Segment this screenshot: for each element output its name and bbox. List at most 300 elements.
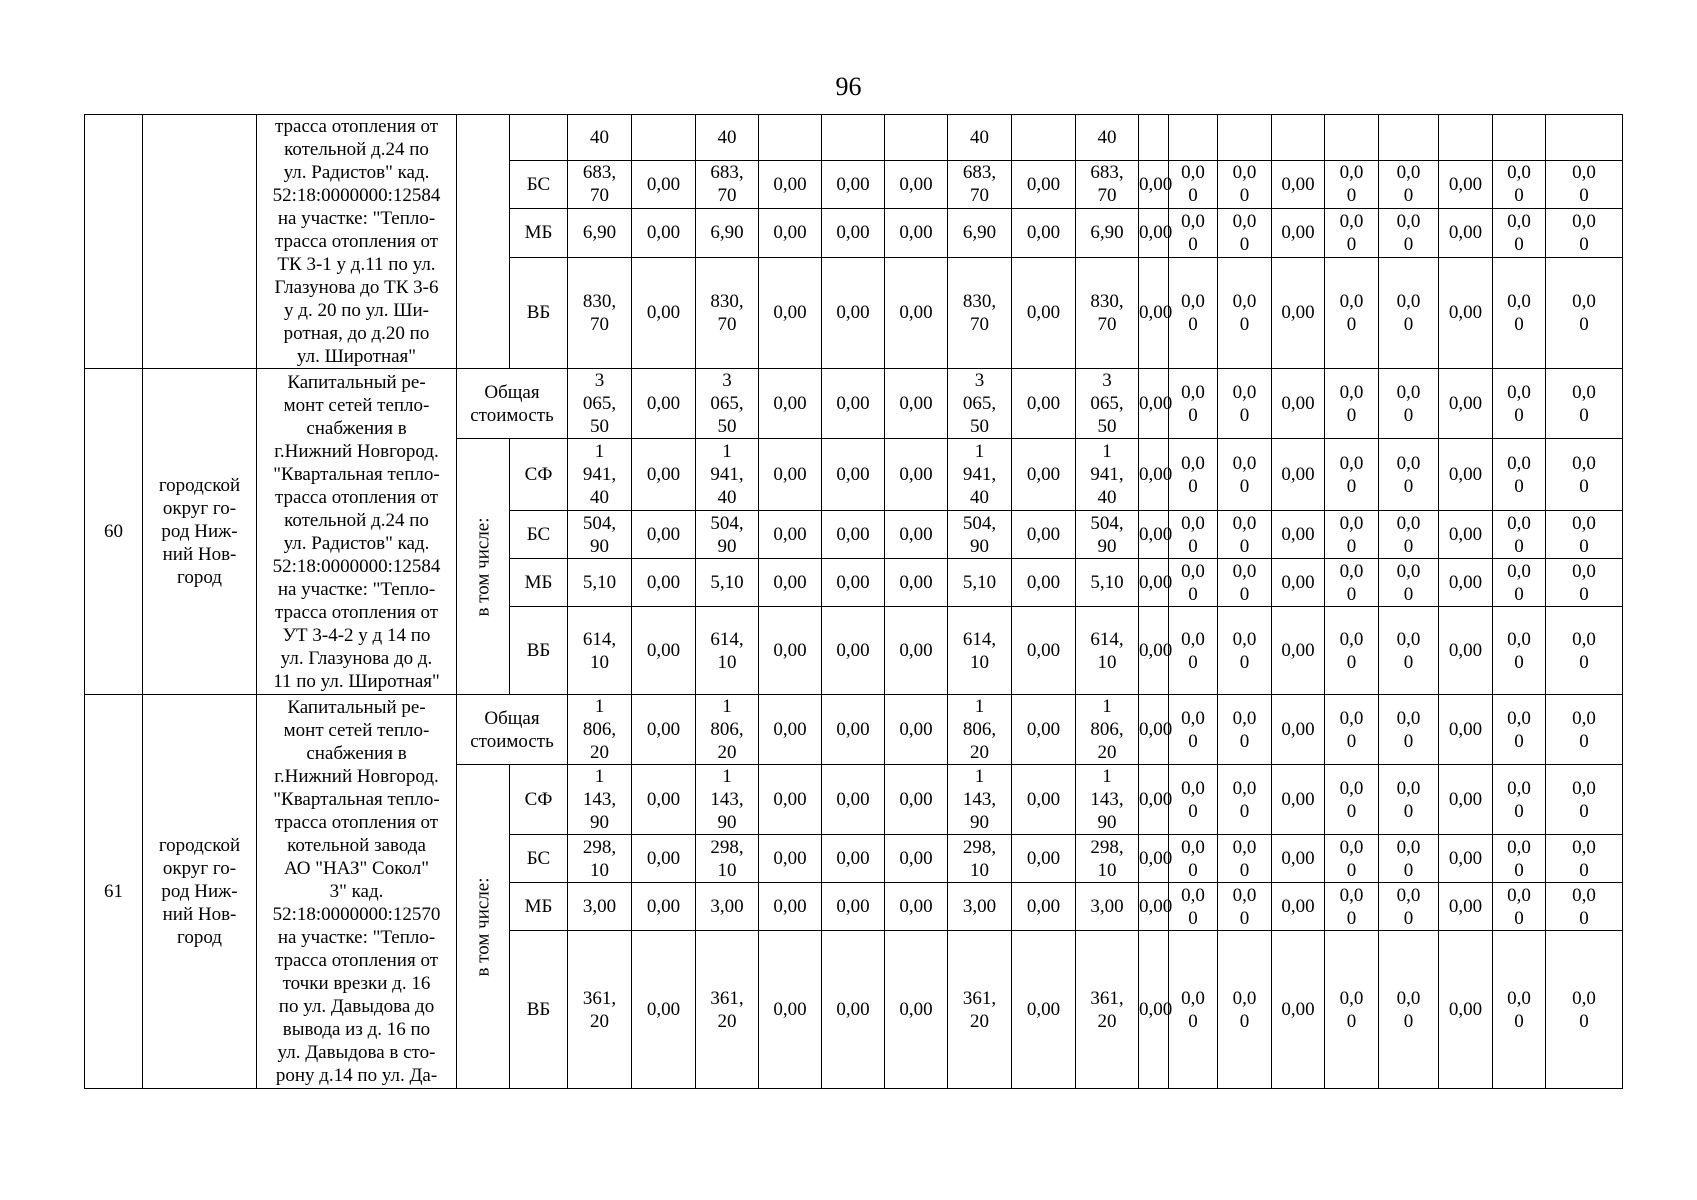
value-cell: 0,0 0 [1325,883,1379,931]
value-cell: 0,00 [1272,209,1325,258]
row-label: ВБ [510,931,568,1089]
value-cell: 5,10 [696,559,759,607]
value-cell: 40 [948,115,1012,161]
value-cell: 3,00 [1076,883,1139,931]
value-cell: 0,0 0 [1379,511,1439,559]
value-cell: 0,00 [1012,511,1076,559]
value-cell: 0,00 [1139,559,1169,607]
description-line: котельной д.24 по [284,139,429,160]
number-cell: 61 [85,695,143,1089]
value-cell [1139,115,1169,161]
sub-label-cell [457,765,510,1089]
value-cell: 0,00 [1012,257,1076,368]
value-cell: 0,0 0 [1218,607,1272,695]
value-cell: 0,00 [1439,209,1493,258]
description-line: "Квартальная тепло- [273,789,440,810]
description-line: ул. Широтная" [296,346,417,367]
value-cell: 0,0 0 [1169,765,1218,835]
description-line: трасса отопления от [274,812,438,833]
value-cell: 0,0 0 [1218,695,1272,765]
value-cell: 1 941, 40 [568,439,632,511]
value-cell: 0,00 [632,835,696,883]
value-cell: 0,00 [1012,209,1076,258]
sub-label-text: в том числе: [472,516,494,617]
value-cell: 0,0 0 [1493,835,1546,883]
value-cell: 614, 10 [948,607,1012,695]
value-cell: 0,00 [759,835,822,883]
value-cell: 0,0 0 [1325,439,1379,511]
value-cell: 0,0 0 [1493,160,1546,209]
value-cell: 683, 70 [696,160,759,209]
value-cell: 0,00 [1139,369,1169,439]
value-cell [1218,115,1272,161]
row-label: БС [510,511,568,559]
value-cell: 830, 70 [1076,257,1139,368]
value-cell: 40 [696,115,759,161]
value-cell: 0,0 0 [1218,369,1272,439]
value-cell: 0,00 [1139,607,1169,695]
description-line: точки врезки д. 16 [282,973,431,994]
description-line: монт сетей тепло- [283,720,430,741]
value-cell: 0,0 0 [1169,369,1218,439]
value-cell: 0,00 [1272,257,1325,368]
value-cell: 298, 10 [948,835,1012,883]
value-cell: 0,00 [632,607,696,695]
sub-label-cell [457,115,510,369]
value-cell: 683, 70 [568,160,632,209]
value-cell: 0,00 [1272,439,1325,511]
value-cell: 0,0 0 [1493,607,1546,695]
description-line: трасса отопления от [274,486,438,508]
value-cell [1325,115,1379,161]
value-cell: 0,00 [1439,607,1493,695]
value-cell: 1 806, 20 [948,695,1012,765]
value-cell: 0,00 [885,559,948,607]
row-label: БС [510,835,568,883]
description-line: Глазунова до ТК 3-6 [274,277,439,298]
value-cell: 0,0 0 [1493,559,1546,607]
total-label: Общая стоимость [457,369,568,439]
value-cell: 0,00 [632,695,696,765]
value-cell: 1 941, 40 [1076,439,1139,511]
value-cell: 3,00 [948,883,1012,931]
municipality-cell: городской округ го- род Ниж- ний Нов- город [143,369,257,695]
value-cell: 0,0 0 [1218,559,1272,607]
value-cell: 504, 90 [948,511,1012,559]
value-cell: 0,0 0 [1546,209,1623,258]
description-cell [257,115,457,369]
description-line: 52:18:0000000:12570 [272,904,441,925]
value-cell: 0,0 0 [1493,695,1546,765]
description-line: 52:18:0000000:12584 [272,555,441,577]
value-cell: 0,00 [632,931,696,1089]
value-cell: 0,00 [885,835,948,883]
value-cell: 0,0 0 [1325,607,1379,695]
value-cell: 0,0 0 [1218,439,1272,511]
value-cell: 0,0 0 [1325,835,1379,883]
description-line: трасса отопления от [274,950,438,971]
description-line: Капитальный ре- [287,697,426,718]
value-cell: 0,0 0 [1218,257,1272,368]
value-cell: 0,00 [1272,511,1325,559]
value-cell: 0,00 [1272,835,1325,883]
description-line: ТК 3-1 у д.11 по ул. [277,254,436,275]
value-cell: 0,00 [885,209,948,258]
value-cell: 0,00 [885,511,948,559]
value-cell: 0,0 0 [1493,931,1546,1089]
value-cell: 830, 70 [696,257,759,368]
value-cell [1012,115,1076,161]
value-cell: 0,0 0 [1546,559,1623,607]
value-cell: 3,00 [568,883,632,931]
value-cell: 504, 90 [568,511,632,559]
description-line: г.Нижний Новгород. [274,766,439,787]
value-cell: 0,00 [759,559,822,607]
value-cell: 0,00 [759,511,822,559]
value-cell: 0,00 [632,765,696,835]
value-cell: 0,0 0 [1546,883,1623,931]
value-cell: 0,00 [632,257,696,368]
value-cell: 0,0 0 [1218,835,1272,883]
sub-label-text: в том числе: [472,876,494,977]
value-cell: 0,0 0 [1379,883,1439,931]
value-cell [1546,115,1623,161]
description-line: на участке: "Тепло- [277,208,436,229]
value-cell: 0,00 [1439,835,1493,883]
value-cell: 5,10 [948,559,1012,607]
value-cell: 0,00 [1012,607,1076,695]
value-cell: 0,00 [632,439,696,511]
value-cell: 1 806, 20 [1076,695,1139,765]
value-cell: 0,00 [1272,559,1325,607]
value-cell: 0,0 0 [1546,160,1623,209]
value-cell: 0,00 [759,439,822,511]
value-cell: 0,00 [632,559,696,607]
row-label [510,115,568,161]
value-cell: 0,0 0 [1325,695,1379,765]
value-cell: 0,0 0 [1218,883,1272,931]
number-cell: 60 [85,369,143,695]
value-cell: 0,00 [1439,439,1493,511]
value-cell: 0,00 [822,695,885,765]
value-cell: 0,00 [1139,883,1169,931]
description-line: УТ 3-4-2 у д 14 по [282,624,431,646]
value-cell: 1 143, 90 [568,765,632,835]
description-line: у д. 20 по ул. Ши- [284,300,429,321]
value-cell: 0,0 0 [1218,160,1272,209]
description-line: снабжения в [306,417,407,439]
description-line: на участке: "Тепло- [277,578,436,600]
value-cell: 0,00 [759,369,822,439]
value-cell: 0,00 [822,559,885,607]
value-cell: 1 143, 90 [696,765,759,835]
value-cell: 614, 10 [1076,607,1139,695]
value-cell: 1 143, 90 [1076,765,1139,835]
value-cell: 0,00 [1139,257,1169,368]
value-cell: 830, 70 [948,257,1012,368]
value-cell: 0,00 [1012,439,1076,511]
value-cell: 361, 20 [568,931,632,1089]
value-cell: 0,00 [822,439,885,511]
value-cell: 0,00 [759,765,822,835]
description-line: ротная, до д.20 по [283,323,430,344]
value-cell: 0,00 [885,883,948,931]
row-label: ВБ [510,257,568,368]
value-cell: 3 065, 50 [568,369,632,439]
page-number: 96 [835,72,862,101]
table-row [85,369,1623,439]
value-cell: 0,0 0 [1325,559,1379,607]
value-cell: 0,0 0 [1325,257,1379,368]
value-cell: 0,00 [632,883,696,931]
value-cell: 0,0 0 [1325,160,1379,209]
value-cell: 0,00 [1012,835,1076,883]
value-cell: 0,00 [632,511,696,559]
value-cell: 0,00 [632,160,696,209]
value-cell: 0,0 0 [1493,511,1546,559]
value-cell: 0,00 [1272,765,1325,835]
value-cell: 0,0 0 [1379,160,1439,209]
value-cell: 0,00 [632,369,696,439]
value-cell: 0,00 [1439,257,1493,368]
value-cell: 0,0 0 [1169,607,1218,695]
value-cell: 0,0 0 [1169,209,1218,258]
value-cell: 0,0 0 [1169,835,1218,883]
value-cell: 0,0 0 [1379,559,1439,607]
value-cell: 0,0 0 [1325,765,1379,835]
description-line: трасса отопления от [274,231,438,252]
value-cell: 614, 10 [568,607,632,695]
value-cell: 0,00 [759,257,822,368]
value-cell: 683, 70 [1076,160,1139,209]
value-cell: 5,10 [568,559,632,607]
value-cell: 0,00 [632,209,696,258]
value-cell: 0,0 0 [1218,931,1272,1089]
value-cell: 683, 70 [948,160,1012,209]
value-cell: 0,00 [822,883,885,931]
value-cell: 0,0 0 [1493,369,1546,439]
row-label: БС [510,160,568,209]
value-cell: 6,90 [568,209,632,258]
value-cell: 0,00 [1272,931,1325,1089]
description-line: на участке: "Тепло- [277,927,436,948]
value-cell: 0,0 0 [1379,209,1439,258]
value-cell: 0,0 0 [1493,765,1546,835]
value-cell: 0,0 0 [1493,883,1546,931]
value-cell: 0,00 [1139,765,1169,835]
description-line: котельной завода [287,835,426,856]
value-cell: 614, 10 [696,607,759,695]
value-cell: 0,0 0 [1325,209,1379,258]
value-cell: 0,00 [1139,511,1169,559]
value-cell: 0,00 [759,931,822,1089]
description-line: ул. Глазунова до д. [280,647,433,669]
value-cell: 0,0 0 [1546,369,1623,439]
value-cell: 0,0 0 [1169,559,1218,607]
value-cell: 0,00 [1139,835,1169,883]
value-cell: 1 143, 90 [948,765,1012,835]
municipality-cell [143,115,257,369]
table-row [85,115,1623,161]
value-cell: 0,00 [1012,369,1076,439]
value-cell: 0,00 [759,883,822,931]
description-line: 52:18:0000000:12584 [272,185,441,206]
value-cell: 0,0 0 [1493,439,1546,511]
value-cell: 298, 10 [1076,835,1139,883]
value-cell: 0,0 0 [1325,511,1379,559]
value-cell: 0,0 0 [1218,765,1272,835]
description-line: монт сетей тепло- [283,394,430,416]
value-cell: 0,00 [885,160,948,209]
description-cell [257,369,457,695]
description-line: г.Нижний Новгород. [274,440,439,462]
value-cell: 0,0 0 [1546,765,1623,835]
value-cell: 0,00 [822,160,885,209]
value-cell: 40 [1076,115,1139,161]
value-cell: 3 065, 50 [696,369,759,439]
value-cell: 0,00 [822,369,885,439]
description-line: АО "НАЗ" Сокол" [284,858,429,879]
value-cell: 0,00 [1439,160,1493,209]
value-cell: 0,0 0 [1493,257,1546,368]
value-cell: 1 941, 40 [948,439,1012,511]
description-line: 11 по ул. Широтная" [273,670,440,692]
value-cell [885,115,948,161]
value-cell: 0,00 [885,369,948,439]
value-cell: 0,00 [885,439,948,511]
municipality-cell: городской округ го- род Ниж- ний Нов- город [143,695,257,1089]
description-line: "Квартальная тепло- [273,463,440,485]
value-cell: 0,00 [1012,695,1076,765]
value-cell: 0,00 [1439,931,1493,1089]
value-cell: 0,00 [1272,160,1325,209]
value-cell: 0,0 0 [1169,695,1218,765]
value-cell: 1 806, 20 [696,695,759,765]
value-cell: 298, 10 [568,835,632,883]
value-cell: 6,90 [1076,209,1139,258]
value-cell: 0,0 0 [1169,439,1218,511]
value-cell: 1 806, 20 [568,695,632,765]
value-cell: 0,00 [759,209,822,258]
value-cell: 0,00 [759,607,822,695]
value-cell: 0,00 [1439,765,1493,835]
value-cell: 0,00 [1139,695,1169,765]
value-cell: 0,00 [1439,511,1493,559]
value-cell [632,115,696,161]
value-cell: 0,0 0 [1379,695,1439,765]
value-cell: 0,00 [885,931,948,1089]
value-cell: 0,00 [822,931,885,1089]
value-cell: 0,00 [885,695,948,765]
value-cell: 0,00 [822,209,885,258]
value-cell: 0,00 [822,765,885,835]
value-cell: 1 941, 40 [696,439,759,511]
value-cell: 0,0 0 [1493,209,1546,258]
value-cell: 6,90 [948,209,1012,258]
value-cell: 0,00 [1439,369,1493,439]
value-cell [1439,115,1493,161]
description-line: котельной д.24 по [284,509,429,531]
value-cell: 0,0 0 [1546,439,1623,511]
total-label: Общая стоимость [457,695,568,765]
value-cell: 0,00 [1012,765,1076,835]
description-line: трасса отопления от [274,116,438,137]
value-cell: 0,00 [1139,160,1169,209]
description-line: снабжения в [306,743,407,764]
value-cell [1272,115,1325,161]
value-cell: 0,0 0 [1325,369,1379,439]
value-cell: 0,00 [1272,607,1325,695]
value-cell: 0,00 [1439,695,1493,765]
value-cell [1379,115,1439,161]
row-label: ВБ [510,607,568,695]
row-label: МБ [510,209,568,258]
description-line: ул. Радистов" кад. [283,162,430,183]
value-cell: 0,00 [1272,369,1325,439]
row-label: СФ [510,765,568,835]
value-cell: 3 065, 50 [948,369,1012,439]
description-line: трасса отопления от [274,601,438,623]
value-cell: 0,0 0 [1169,511,1218,559]
value-cell [1169,115,1218,161]
value-cell: 0,0 0 [1379,835,1439,883]
value-cell: 6,90 [696,209,759,258]
value-cell: 0,0 0 [1546,695,1623,765]
value-cell: 0,0 0 [1546,257,1623,368]
value-cell: 0,0 0 [1546,835,1623,883]
value-cell: 0,00 [1439,883,1493,931]
description-cell [257,695,457,1089]
value-cell: 0,00 [1139,439,1169,511]
value-cell: 361, 20 [948,931,1012,1089]
description-line: ул. Давыдова в сто- [277,1042,436,1063]
description-line: вывода из д. 16 по [282,1019,431,1040]
value-cell [1493,115,1546,161]
value-cell: 3,00 [696,883,759,931]
value-cell: 0,00 [1272,695,1325,765]
value-cell: 5,10 [1076,559,1139,607]
value-cell [759,115,822,161]
number-cell [85,115,143,369]
value-cell: 3 065, 50 [1076,369,1139,439]
value-cell: 0,00 [885,607,948,695]
value-cell: 0,00 [1439,559,1493,607]
value-cell: 0,0 0 [1379,439,1439,511]
value-cell: 0,0 0 [1218,511,1272,559]
row-label: СФ [510,439,568,511]
description-line: по ул. Давыдова до [278,996,435,1017]
value-cell: 0,0 0 [1169,931,1218,1089]
value-cell: 0,00 [822,511,885,559]
value-cell: 0,0 0 [1379,931,1439,1089]
row-label: МБ [510,883,568,931]
value-cell: 0,00 [1012,559,1076,607]
value-cell: 0,00 [1272,883,1325,931]
value-cell: 0,0 0 [1218,209,1272,258]
value-cell: 504, 90 [696,511,759,559]
value-cell: 0,00 [1012,883,1076,931]
row-label: МБ [510,559,568,607]
value-cell: 0,00 [822,257,885,368]
table-row [85,695,1623,765]
value-cell: 830, 70 [568,257,632,368]
value-cell: 40 [568,115,632,161]
description-line: Капитальный ре- [287,371,426,393]
value-cell: 0,0 0 [1379,765,1439,835]
description-line: рону д.14 по ул. Да- [275,1065,438,1086]
sub-label-cell [457,439,510,695]
value-cell: 0,0 0 [1546,511,1623,559]
